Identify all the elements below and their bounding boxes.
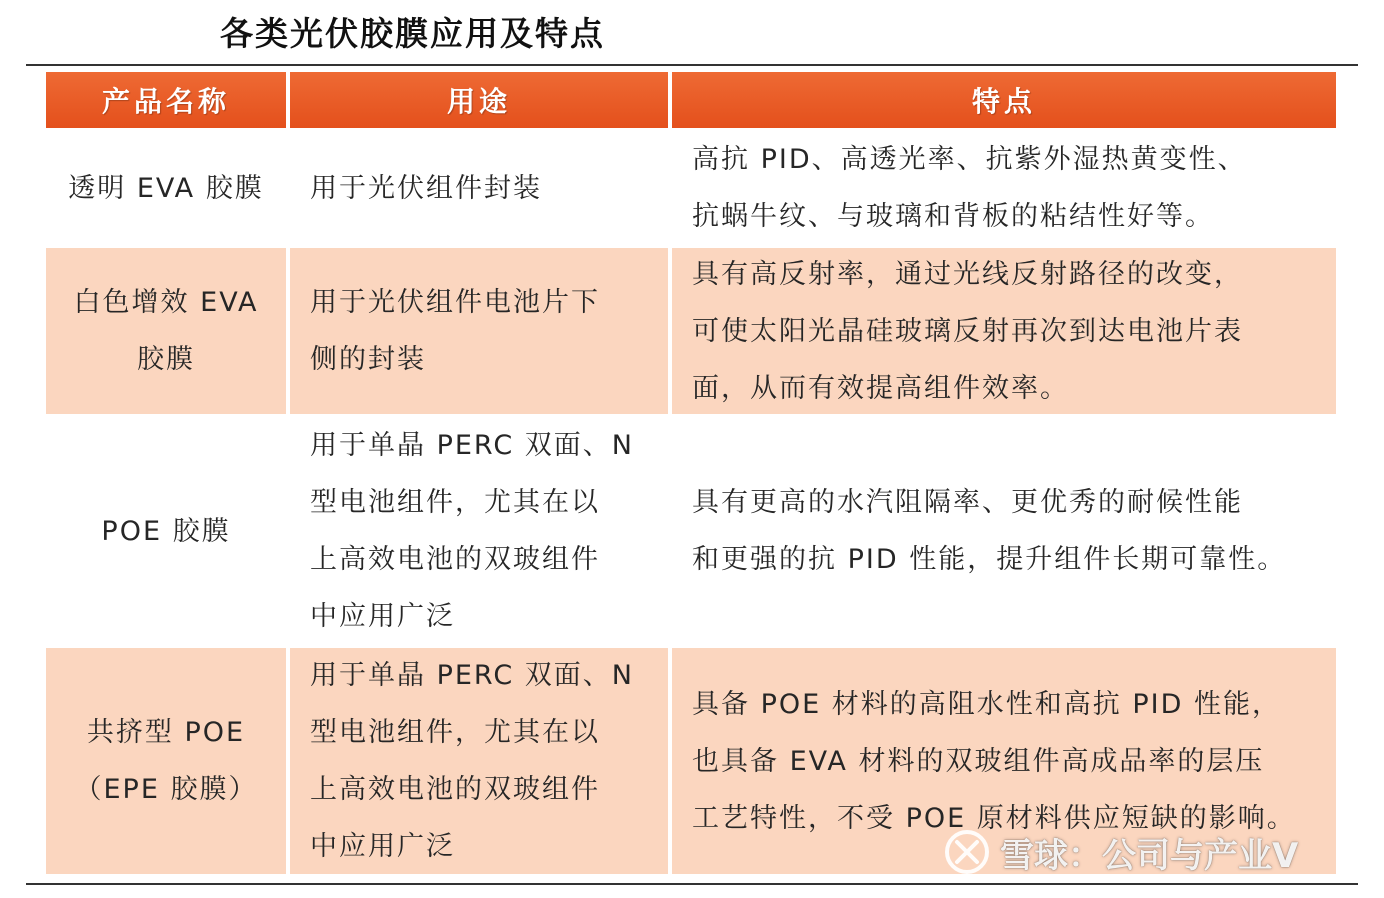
- header-usage: 用途: [290, 72, 668, 128]
- row-1-use: 用于光伏组件封装: [310, 172, 542, 204]
- row-3-use: 用于单晶 PERC 双面、N 型电池组件，尤其在以 上高效电池的双玻组件 中应用广泛: [310, 430, 634, 632]
- row-2-name: 白色增效 EVA 胶膜: [46, 248, 286, 414]
- bottom-rule: [26, 883, 1358, 885]
- watermark: [944, 826, 1298, 878]
- row-2-use: 用于光伏组件电池片下 侧的封装: [290, 248, 668, 414]
- snowball-logo-icon: [944, 829, 990, 875]
- row-4-features: 具备 POE 材料的高阻水性和高抗 PID 性能， 也具备 EVA 材料的双玻组件高成品率的层压 工艺特性，不受 POE 原材料供应短缺的影响。: [672, 648, 1336, 874]
- row-2-features: 具有高反射率，通过光线反射路径的改变， 可使太阳光晶硅玻璃反射再次到达电池片表 面，从而有效提高组件效率。: [672, 248, 1336, 414]
- watermark-text: 雪球：公司与产业V: [1000, 835, 1299, 876]
- row-1-name: 透明 EVA 胶膜: [68, 172, 264, 204]
- top-rule: [26, 64, 1358, 66]
- header-product-name: 产品名称: [46, 72, 286, 128]
- row-4-name: 共挤型 POE （EPE 胶膜）: [46, 648, 286, 874]
- row-3-name: POE 胶膜: [101, 515, 231, 547]
- header-features: 特点: [672, 72, 1336, 128]
- row-3-features: 具有更高的水汽阻隔率、更优秀的耐候性能 和更强的抗 PID 性能，提升组件长期可靠性。: [692, 487, 1287, 575]
- table-title: 各类光伏胶膜应用及特点: [220, 14, 605, 53]
- row-1-features: 高抗 PID、高透光率、抗紫外湿热黄变性、 抗蜗牛纹、与玻璃和背板的粘结性好等。: [692, 144, 1247, 232]
- row-4-use: 用于单晶 PERC 双面、N 型电池组件，尤其在以 上高效电池的双玻组件 中应用广泛: [290, 648, 668, 874]
